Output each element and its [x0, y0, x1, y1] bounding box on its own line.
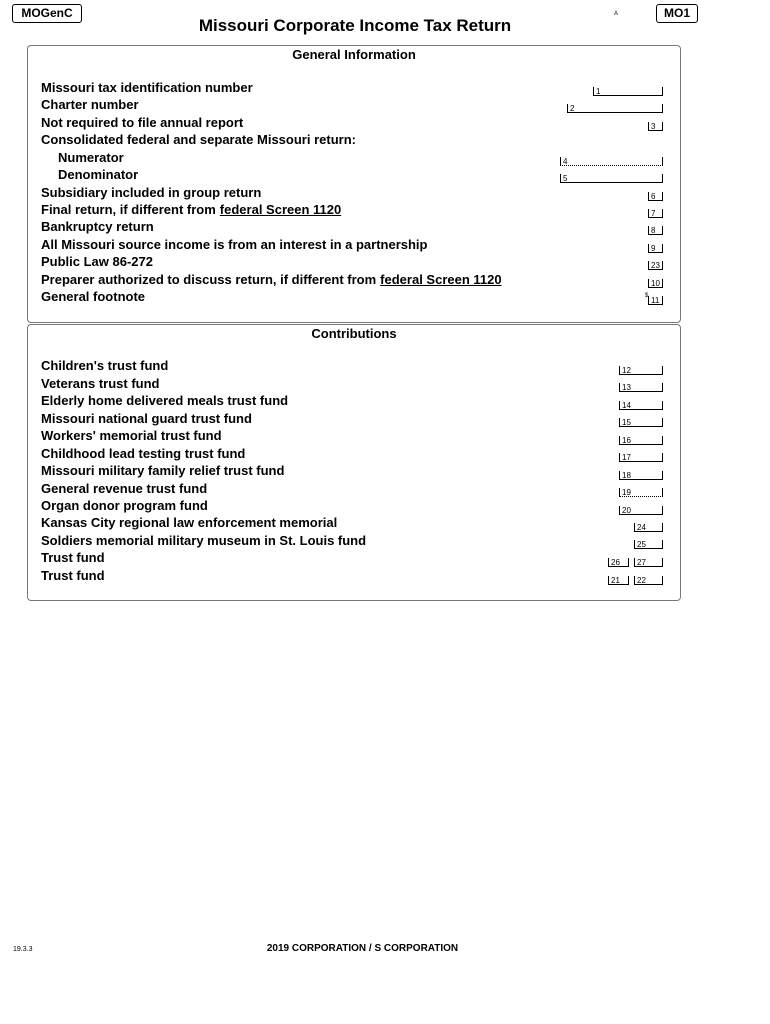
dollar-mark: $ — [645, 293, 649, 299]
preparer-label — [41, 272, 502, 287]
version-number: 19.3.3 — [13, 946, 33, 953]
field-4-numerator[interactable]: 4 — [560, 157, 663, 166]
general-information-heading: General Information — [292, 47, 416, 62]
military-family-label: Missouri military family relief trust fund — [41, 463, 285, 478]
soldiers-memorial-label: Soldiers memorial military museum in St. Louis fund — [41, 533, 367, 548]
contributions-heading: Contributions — [311, 326, 397, 341]
field-5-denominator[interactable]: 5 — [560, 174, 663, 183]
page-title: Missouri Corporate Income Tax Return — [198, 16, 512, 35]
subsidiary-label: Subsidiary included in group return — [41, 185, 262, 200]
field-9-all-missouri[interactable]: 9 — [648, 244, 663, 253]
footer-title: 2019 CORPORATION / S CORPORATION — [266, 943, 459, 954]
field-6-subsidiary[interactable]: 6 — [648, 192, 663, 201]
field-3-not-required[interactable]: 3 — [648, 122, 663, 131]
preparer-federal-link[interactable]: federal Screen 1120 — [380, 272, 502, 287]
final-return-text: Final return, if different from — [41, 202, 216, 217]
field-13-veterans[interactable]: 13 — [619, 383, 663, 392]
field-8-bankruptcy[interactable]: 8 — [648, 226, 663, 235]
workers-memorial-label: Workers' memorial trust fund — [41, 428, 222, 443]
trust-fund-label-1: Trust fund — [41, 550, 105, 565]
bankruptcy-label: Bankruptcy return — [41, 219, 154, 234]
elderly-meals-label: Elderly home delivered meals trust fund — [41, 393, 289, 408]
field-18-military-family[interactable]: 18 — [619, 471, 663, 480]
field-19-general-revenue[interactable]: 19 — [619, 488, 663, 497]
all-missouri-label: All Missouri source income is from an interest in a partnership — [41, 237, 428, 252]
public-law-label: Public Law 86-272 — [41, 254, 153, 269]
form-id-tag: MO1 — [656, 4, 698, 23]
field-21-trust[interactable]: 21 — [608, 576, 629, 585]
field-14-elderly[interactable]: 14 — [619, 401, 663, 410]
preparer-text: Preparer authorized to discuss return, if different from — [41, 272, 377, 287]
field-23-public-law[interactable]: 23 — [648, 261, 663, 270]
field-17-lead[interactable]: 17 — [619, 453, 663, 462]
form-code-tag: MOGenC — [12, 4, 82, 23]
field-7-final-return[interactable]: 7 — [648, 209, 663, 218]
charter-number-label: Charter number — [41, 97, 139, 112]
consolidated-label: Consolidated federal and separate Missouri return: — [41, 132, 356, 147]
field-25-soldiers[interactable]: 25 — [634, 540, 663, 549]
field-10-preparer[interactable]: 10 — [648, 279, 663, 288]
field-22-trust[interactable]: 22 — [634, 576, 663, 585]
field-20-organ[interactable]: 20 — [619, 506, 663, 515]
numerator-label: Numerator — [58, 150, 124, 165]
field-12-childrens[interactable]: 12 — [619, 366, 663, 375]
field-11-footnote[interactable]: 11 — [648, 296, 663, 305]
final-return-federal-link[interactable]: federal Screen 1120 — [219, 202, 342, 217]
field-24-kansas[interactable]: 24 — [634, 523, 663, 532]
childrens-trust-label: Children's trust fund — [41, 358, 169, 373]
final-return-label — [41, 202, 341, 217]
kansas-city-label: Kansas City regional law enforcement memorial — [41, 515, 338, 530]
field-15-guard[interactable]: 15 — [619, 418, 663, 427]
header-mark: A — [614, 11, 619, 17]
field-16-workers[interactable]: 16 — [619, 436, 663, 445]
lead-testing-label: Childhood lead testing trust fund — [41, 446, 246, 461]
footnote-label: General footnote — [41, 289, 146, 304]
general-revenue-label: General revenue trust fund — [41, 481, 208, 496]
organ-donor-label: Organ donor program fund — [41, 498, 208, 513]
field-27-trust[interactable]: 27 — [634, 558, 663, 567]
field-2-charter[interactable]: 2 — [567, 104, 663, 113]
veterans-trust-label: Veterans trust fund — [41, 376, 160, 391]
field-26-trust[interactable]: 26 — [608, 558, 629, 567]
field-1-tax-id[interactable]: 1 — [593, 87, 663, 96]
denominator-label: Denominator — [58, 167, 139, 182]
tax-id-label: Missouri tax identification number — [41, 80, 253, 95]
not-required-label: Not required to file annual report — [41, 115, 244, 130]
national-guard-label: Missouri national guard trust fund — [41, 411, 252, 426]
trust-fund-label-2: Trust fund — [41, 568, 105, 583]
